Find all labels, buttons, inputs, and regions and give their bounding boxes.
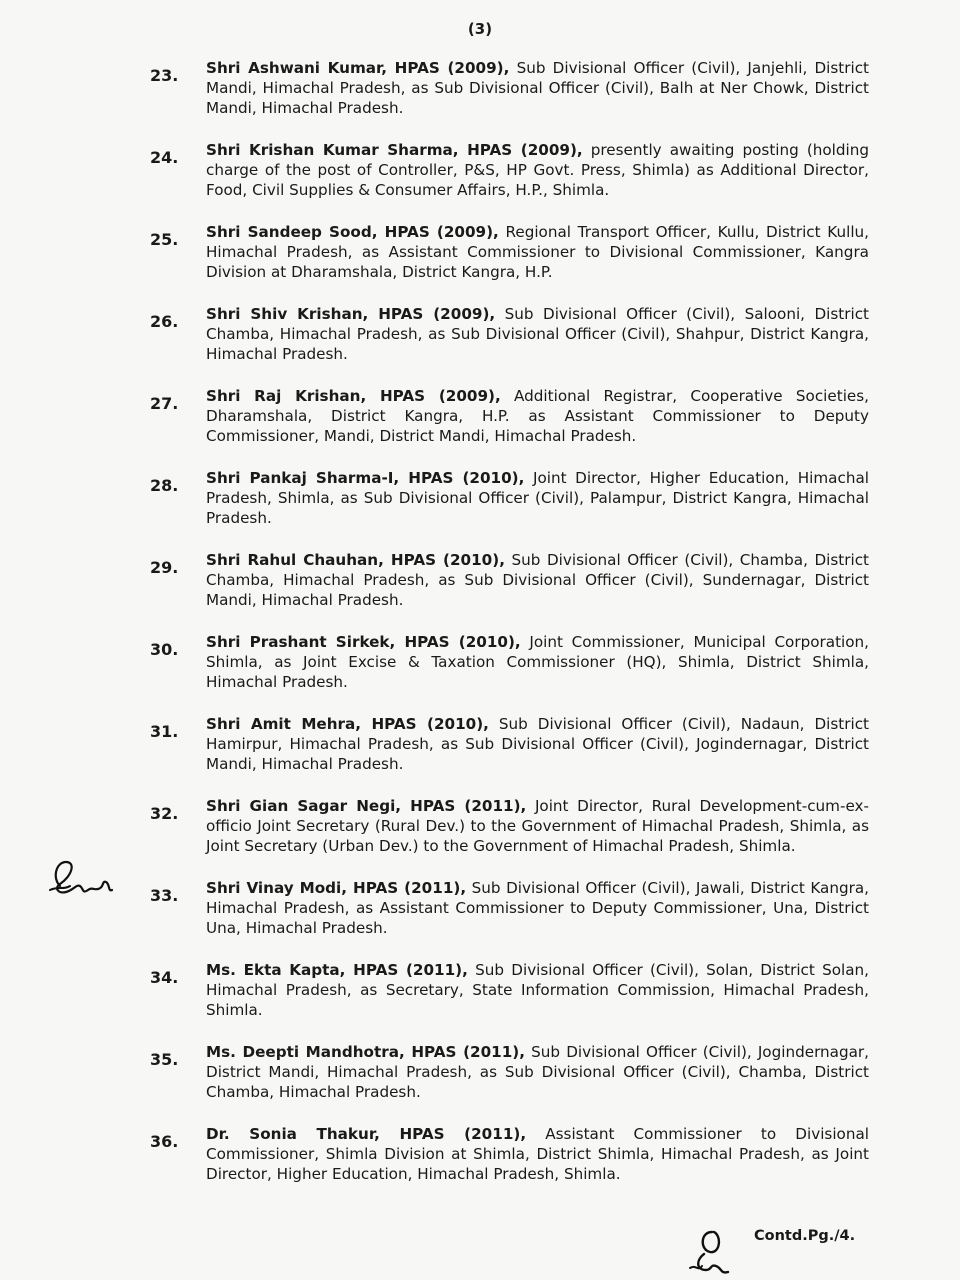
item-number: 23. <box>150 66 179 85</box>
item-number: 34. <box>150 968 179 987</box>
posting-details: Sub Divisional Officer (Civil), Nadaun, District Hamirpur, Himachal Pradesh, as Sub Divisional Officer (Civil), Jogindernagar, District Mandi, Himachal Pradesh. <box>206 715 870 773</box>
item-number: 25. <box>150 230 179 249</box>
list-item <box>0 468 960 550</box>
officer-name: Ms. Deepti Mandhotra, HPAS (2011), <box>206 1043 525 1061</box>
item-number: 28. <box>150 476 179 495</box>
item-number: 32. <box>150 804 179 823</box>
item-number: 29. <box>150 558 179 577</box>
item-number: 36. <box>150 1132 179 1151</box>
item-text <box>206 222 869 282</box>
signature-initials-bottom <box>682 1224 746 1278</box>
item-text <box>206 960 869 1020</box>
posting-details: Sub Divisional Officer (Civil), Salooni, District Chamba, Himachal Pradesh, as Sub Divisional Officer (Civil), Shahpur, District Kangra, Himachal Pradesh. <box>206 305 869 363</box>
item-text <box>206 714 869 774</box>
item-text <box>206 632 869 692</box>
posting-details: Sub Divisional Officer (Civil), Jogindernagar, District Mandi, Himachal Pradesh, as Sub Divisional Officer (Civil), Chamba, District Chamba, Himachal Pradesh. <box>206 1043 870 1101</box>
posting-details: Sub Divisional Officer (Civil), Janjehli, District Mandi, Himachal Pradesh, as Sub Divisional Officer (Civil), Balh at Ner Chowk, District Mandi, Himachal Pradesh. <box>206 59 870 117</box>
posting-details: Joint Director, Higher Education, Himachal Pradesh, Shimla, as Sub Divisional Officer (Civil), Palampur, District Kangra, Himachal Pradesh. <box>206 469 869 527</box>
posting-details: Joint Director, Rural Development-cum-ex-officio Joint Secretary (Rural Dev.) to the Government of Himachal Pradesh, Shimla, as Joint Secretary (Urban Dev.) to the Government of Himachal Pradesh, Shimla. <box>206 797 869 855</box>
item-number: 35. <box>150 1050 179 1069</box>
item-number: 24. <box>150 148 179 167</box>
officer-name: Shri Krishan Kumar Sharma, HPAS (2009), <box>206 141 583 159</box>
list-item <box>0 386 960 468</box>
list-item <box>0 304 960 386</box>
item-text <box>206 140 869 200</box>
item-text <box>206 796 869 856</box>
list-item <box>0 1124 960 1206</box>
item-text <box>206 58 869 118</box>
item-number: 33. <box>150 886 179 905</box>
list-item <box>0 796 960 878</box>
posting-details: Assistant Commissioner to Divisional Commissioner, Shimla Division at Shimla, District Shimla, Himachal Pradesh, as Joint Director, Higher Education, Himachal Pradesh, Shimla. <box>206 1125 869 1183</box>
posting-details: Sub Divisional Officer (Civil), Jawali, District Kangra, Himachal Pradesh, as Assistant Commissioner to Deputy Commissioner, Una, District Una, Himachal Pradesh. <box>206 879 869 937</box>
officer-name: Shri Vinay Modi, HPAS (2011), <box>206 879 467 897</box>
entry-list <box>0 58 960 1206</box>
list-item <box>0 714 960 796</box>
item-text <box>206 1124 869 1184</box>
posting-details: Sub Divisional Officer (Civil), Solan, District Solan, Himachal Pradesh, as Secretary, State Information Commission, Himachal Pradesh, Shimla. <box>206 961 870 1019</box>
officer-name: Shri Pankaj Sharma-I, HPAS (2010), <box>206 469 525 487</box>
item-text <box>206 550 869 610</box>
item-text <box>206 878 869 938</box>
officer-name: Shri Rahul Chauhan, HPAS (2010), <box>206 551 505 569</box>
signature-initials <box>46 856 118 900</box>
list-item <box>0 222 960 304</box>
continued-note: Contd.Pg./4. <box>754 1228 856 1244</box>
posting-details: Additional Registrar, Cooperative Societies, Dharamshala, District Kangra, H.P. as Assistant Commissioner to Deputy Commissioner, Mandi, District Mandi, Himachal Pradesh. <box>206 387 870 445</box>
officer-name: Shri Amit Mehra, HPAS (2010), <box>206 715 489 733</box>
officer-name: Dr. Sonia Thakur, HPAS (2011), <box>206 1125 527 1143</box>
posting-details: Regional Transport Officer, Kullu, District Kullu, Himachal Pradesh, as Assistant Commissioner to Divisional Commissioner, Kangra Division at Dharamshala, District Kangra, H.P. <box>206 223 869 281</box>
item-text <box>206 1042 869 1102</box>
list-item <box>0 58 960 140</box>
item-text <box>206 386 869 446</box>
item-number: 30. <box>150 640 179 659</box>
officer-name: Shri Raj Krishan, HPAS (2009), <box>206 387 501 405</box>
posting-details: presently awaiting posting (holding charge of the post of Controller, P&S, HP Govt. Press, Shimla) as Additional Director, Food, Civil Supplies & Consumer Affairs, H.P., Shimla. <box>206 141 870 199</box>
list-item <box>0 550 960 632</box>
list-item <box>0 960 960 1042</box>
item-text <box>206 468 869 528</box>
list-item <box>0 878 960 960</box>
page-number: (3) <box>467 20 493 38</box>
list-item <box>0 1042 960 1124</box>
officer-name: Shri Gian Sagar Negi, HPAS (2011), <box>206 797 527 815</box>
item-number: 27. <box>150 394 179 413</box>
officer-name: Shri Sandeep Sood, HPAS (2009), <box>206 223 499 241</box>
posting-details: Joint Commissioner, Municipal Corporation, Shimla, as Joint Excise & Taxation Commissioner (HQ), Shimla, District Shimla, Himachal Pradesh. <box>206 633 869 691</box>
item-number: 26. <box>150 312 179 331</box>
item-number: 31. <box>150 722 179 741</box>
posting-details: Sub Divisional Officer (Civil), Chamba, District Chamba, Himachal Pradesh, as Sub Divisional Officer (Civil), Sundernagar, District Mandi, Himachal Pradesh. <box>206 551 870 609</box>
list-item <box>0 632 960 714</box>
officer-name: Shri Prashant Sirkek, HPAS (2010), <box>206 633 521 651</box>
item-text <box>206 304 869 364</box>
list-item <box>0 140 960 222</box>
officer-name: Shri Ashwani Kumar, HPAS (2009), <box>206 59 510 77</box>
officer-name: Shri Shiv Krishan, HPAS (2009), <box>206 305 496 323</box>
officer-name: Ms. Ekta Kapta, HPAS (2011), <box>206 961 468 979</box>
